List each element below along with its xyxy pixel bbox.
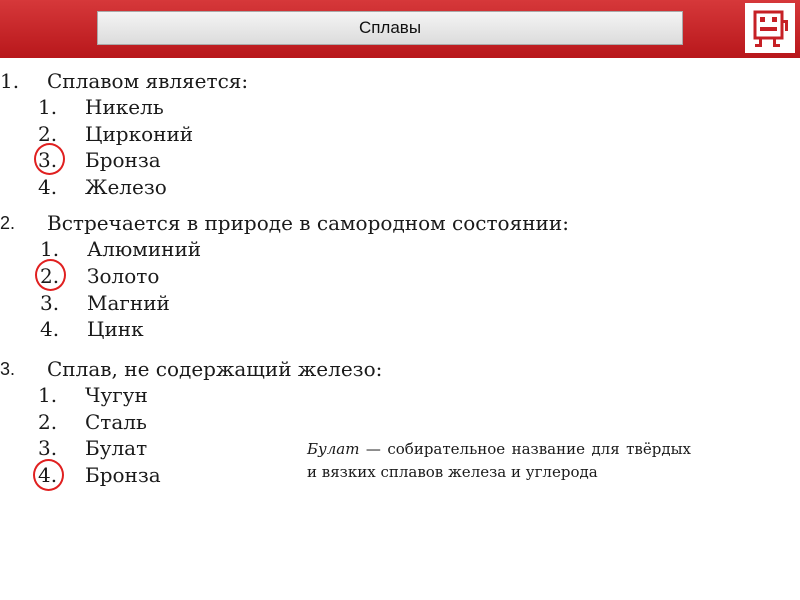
slide-title: Сплавы	[97, 11, 683, 45]
question-number: 3.	[0, 359, 16, 379]
question-text: Встречается в природе в самородном состоянии:	[47, 211, 569, 235]
question-text: Сплавом является:	[47, 69, 249, 93]
question-number: 1.	[0, 69, 20, 93]
note-term: Булат	[307, 440, 360, 458]
slide-header	[0, 0, 800, 58]
robot-logo-icon	[745, 3, 795, 53]
answer-circle-mark	[34, 143, 65, 175]
question-number: 2.	[0, 213, 16, 233]
question-text: Сплав, не содержащий железо:	[47, 357, 383, 381]
answer-circle-mark	[33, 459, 64, 491]
answer-circle-mark	[35, 259, 66, 291]
definition-note	[307, 438, 691, 484]
note-definition: — собирательное название для твёрдых и вязких сплавов железа и углерода	[307, 440, 691, 481]
